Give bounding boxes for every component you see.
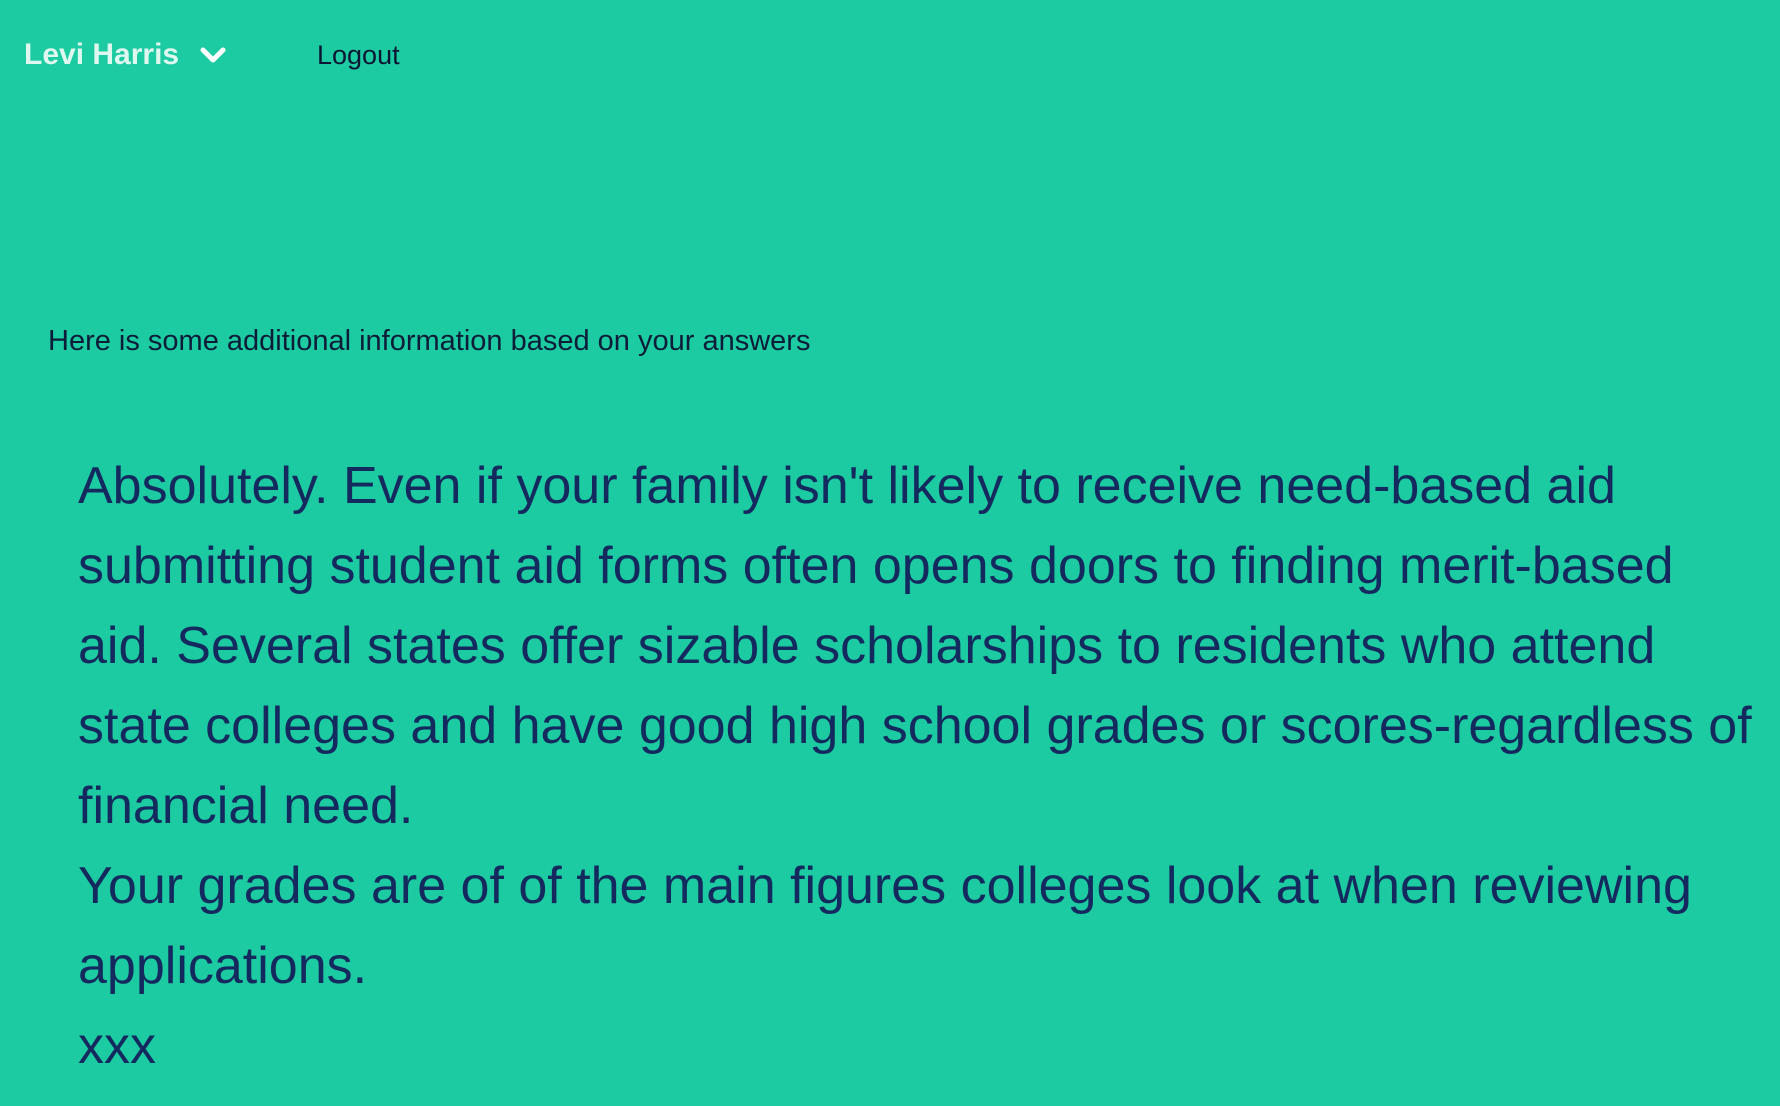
user-menu-dropdown[interactable] [24, 36, 227, 74]
additional-information [78, 446, 1758, 1086]
chevron-down-icon [199, 44, 227, 66]
info-paragraph-placeholder: xxx [78, 1017, 156, 1075]
logout-link[interactable]: Logout [317, 40, 400, 70]
user-name: Levi Harris [24, 38, 180, 71]
intro-text: Here is some additional information based on your answers [48, 325, 811, 357]
info-paragraph-aid: Absolutely. Even if your family isn't likely to receive need-based aid submitting student aid forms often opens doors to finding merit-based aid. Several states offer sizable scholarships to residents who attend state colleges and have good high school grades or scores-regardless of financial need. [78, 457, 1752, 835]
top-bar [0, 0, 1780, 110]
info-paragraph-grades: Your grades are of of the main figures colleges look at when reviewing applications. [78, 857, 1692, 995]
